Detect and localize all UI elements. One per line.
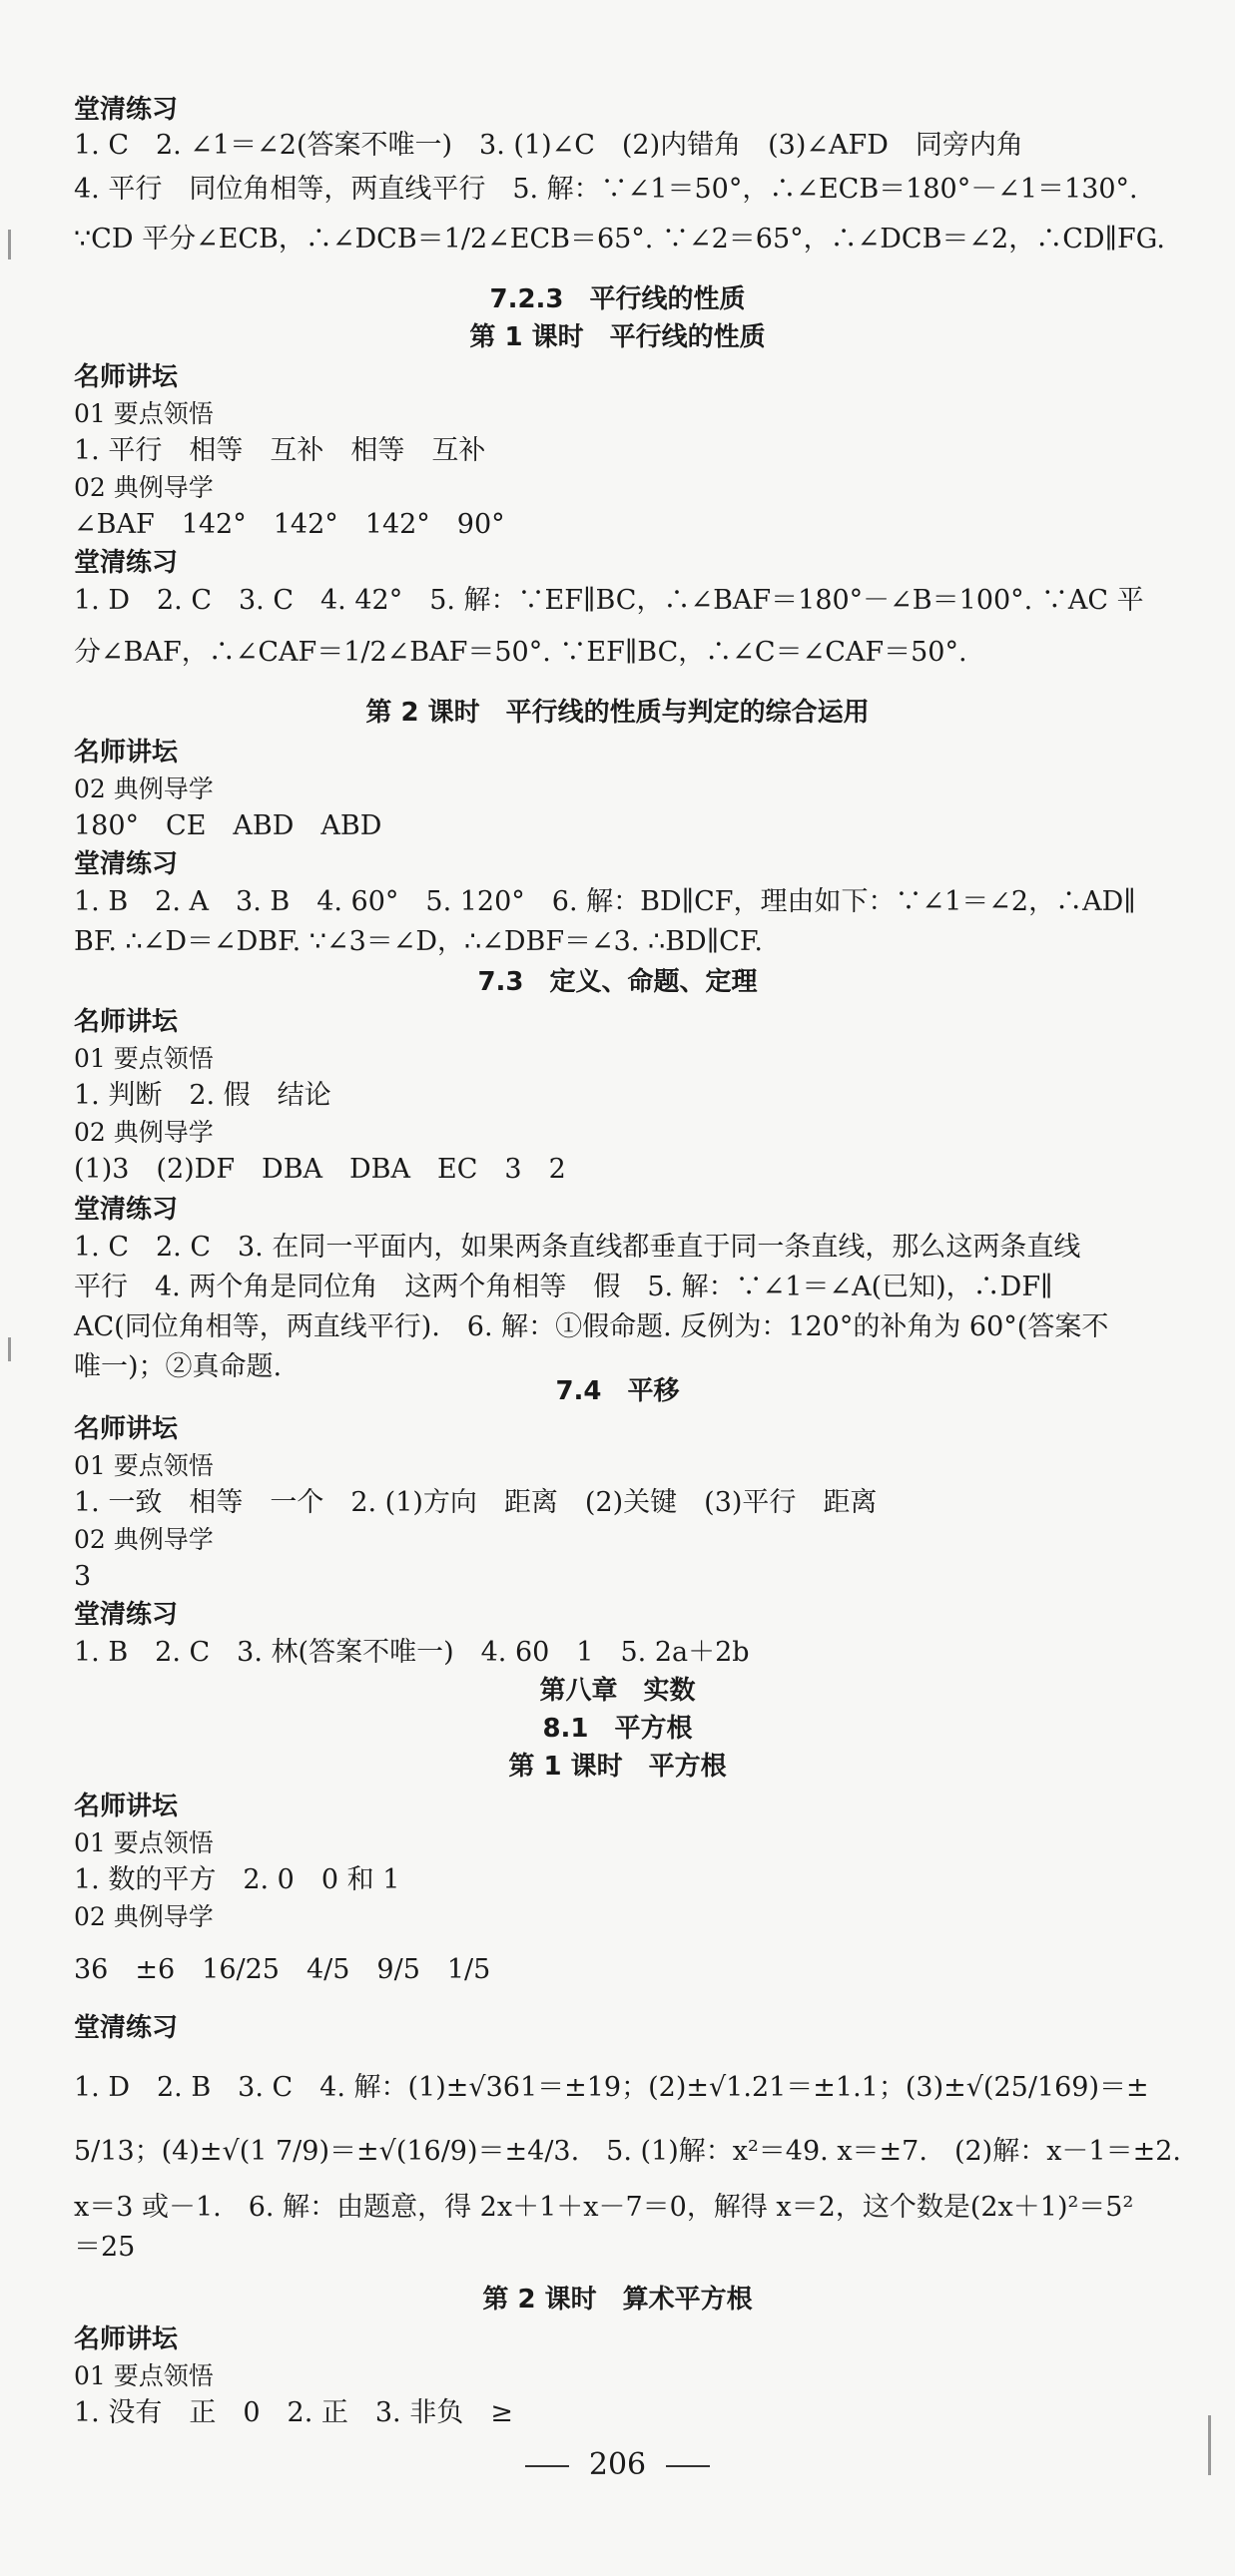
- subsection-label: 01 要点领悟: [74, 2361, 214, 2390]
- subsection-label: 01 要点领悟: [74, 1828, 214, 1857]
- answer-line: 1. D 2. B 3. C 4. 解：(1)±√361＝±19；(2)±√1.21＝±1.1；(3)±√(25/169)＝±: [74, 2072, 1149, 2103]
- footer-dash-right: [666, 2465, 710, 2467]
- answer-line: (1)3 (2)DF DBA DBA EC 3 2: [74, 1154, 566, 1185]
- answer-line: 1. 判断 2. 假 结论: [74, 1080, 331, 1111]
- answer-line: AC(同位角相等，两直线平行). 6. 解：①假命题. 反例为：120°的补角为 60°(答案不: [74, 1311, 1109, 1342]
- chapter-title: 7.3 定义、命题、定理: [477, 967, 758, 997]
- section-heading: 名师讲坛: [74, 1792, 179, 1821]
- section-heading: 堂清练习: [74, 849, 179, 879]
- page-footer: [0, 2445, 1235, 2485]
- section-heading: 堂清练习: [74, 1600, 179, 1630]
- answer-line: 平行 4. 两个角是同位角 这两个角相等 假 5. 解：∵∠1＝∠A(已知)，∴DF∥: [74, 1272, 1053, 1302]
- chapter-title: 8.1 平方根: [542, 1714, 693, 1744]
- answer-line: 180° CE ABD ABD: [74, 810, 382, 841]
- subsection-label: 02 典例导学: [74, 774, 214, 803]
- answer-line: 1. 平行 相等 互补 相等 互补: [74, 435, 486, 466]
- section-heading: 堂清练习: [74, 1195, 179, 1225]
- answer-line: BF. ∴∠D＝∠DBF. ∵∠3＝∠D，∴∠DBF＝∠3. ∴BD∥CF.: [74, 926, 763, 957]
- answer-line: 1. B 2. C 3. 林(答案不唯一) 4. 60 1 5. 2a＋2b: [74, 1637, 750, 1668]
- answer-line: 1. B 2. A 3. B 4. 60° 5. 120° 6. 解：BD∥CF，理由如下：∵∠1＝∠2，∴AD∥: [74, 886, 1136, 917]
- answer-line: 1. 数的平方 2. 0 0 和 1: [74, 1864, 400, 1895]
- answer-line: ∠BAF 142° 142° 142° 90°: [74, 509, 505, 540]
- answer-line: 1. C 2. ∠1＝∠2(答案不唯一) 3. (1)∠C (2)内错角 (3)∠AFD 同旁内角: [74, 130, 1023, 161]
- answer-line: 1. 没有 正 0 2. 正 3. 非负 ≥: [74, 2397, 513, 2428]
- answer-line: 分∠BAF，∴∠CAF＝1/2∠BAF＝50°. ∵EF∥BC，∴∠C＝∠CAF＝50°.: [74, 637, 967, 668]
- answer-line: 1. C 2. C 3. 在同一平面内，如果两条直线都垂直于同一条直线，那么这两条直线: [74, 1232, 1081, 1263]
- section-heading: 名师讲坛: [74, 2324, 179, 2354]
- chapter-title: 第 2 课时 算术平方根: [482, 2285, 753, 2315]
- section-heading: 堂清练习: [74, 95, 179, 125]
- section-heading: 名师讲坛: [74, 1414, 179, 1444]
- page-number: 206: [588, 2447, 647, 2482]
- answer-line: 3: [74, 1561, 92, 1592]
- section-heading: 堂清练习: [74, 548, 179, 578]
- answer-line: 1. D 2. C 3. C 4. 42° 5. 解：∵EF∥BC，∴∠BAF＝180°－∠B＝100°. ∵AC 平: [74, 585, 1144, 616]
- chapter-title: 7.4 平移: [555, 1376, 680, 1406]
- subsection-label: 02 典例导学: [74, 1902, 214, 1931]
- answer-line: 4. 平行 同位角相等，两直线平行 5. 解：∵∠1＝50°，∴∠ECB＝180°－∠1＝130°.: [74, 174, 1138, 205]
- section-heading: 名师讲坛: [74, 738, 179, 768]
- footer-dash-left: [525, 2465, 569, 2467]
- section-heading: 名师讲坛: [74, 362, 179, 392]
- subsection-label: 02 典例导学: [74, 1525, 214, 1554]
- left-margin-mark: [8, 230, 11, 259]
- answer-line: 36 ±6 16/25 4/5 9/5 1/5: [74, 1954, 491, 1985]
- subsection-label: 01 要点领悟: [74, 1451, 214, 1480]
- left-margin-mark: [8, 1337, 11, 1361]
- answer-line: 唯一)；②真命题.: [74, 1351, 283, 1382]
- chapter-title: 第 2 课时 平行线的性质与判定的综合运用: [365, 698, 870, 728]
- answer-line: ∵CD 平分∠ECB，∴∠DCB＝1/2∠ECB＝65°. ∵∠2＝65°，∴∠DCB＝∠2，∴CD∥FG.: [74, 224, 1165, 255]
- subsection-label: 02 典例导学: [74, 473, 214, 502]
- answer-line: 5/13；(4)±√(1 7/9)＝±√(16/9)＝±4/3. 5. (1)解：x²＝49. x＝±7. (2)解：x－1＝±2.: [74, 2136, 1181, 2167]
- subsection-label: 01 要点领悟: [74, 399, 214, 428]
- answer-line: x＝3 或－1. 6. 解：由题意，得 2x＋1＋x－7＝0，解得 x＝2，这个数是(2x＋1)²＝5²: [74, 2192, 1134, 2223]
- section-heading: 堂清练习: [74, 2013, 179, 2043]
- answer-line: 1. 一致 相等 一个 2. (1)方向 距离 (2)关键 (3)平行 距离: [74, 1487, 878, 1518]
- chapter-title: 第八章 实数: [539, 1676, 696, 1706]
- section-heading: 名师讲坛: [74, 1007, 179, 1037]
- chapter-title: 第 1 课时 平方根: [508, 1752, 727, 1782]
- subsection-label: 01 要点领悟: [74, 1044, 214, 1073]
- answer-line: ＝25: [74, 2232, 136, 2263]
- subsection-label: 02 典例导学: [74, 1118, 214, 1147]
- chapter-title: 第 1 课时 平行线的性质: [469, 322, 766, 352]
- chapter-title: 7.2.3 平行线的性质: [489, 284, 746, 314]
